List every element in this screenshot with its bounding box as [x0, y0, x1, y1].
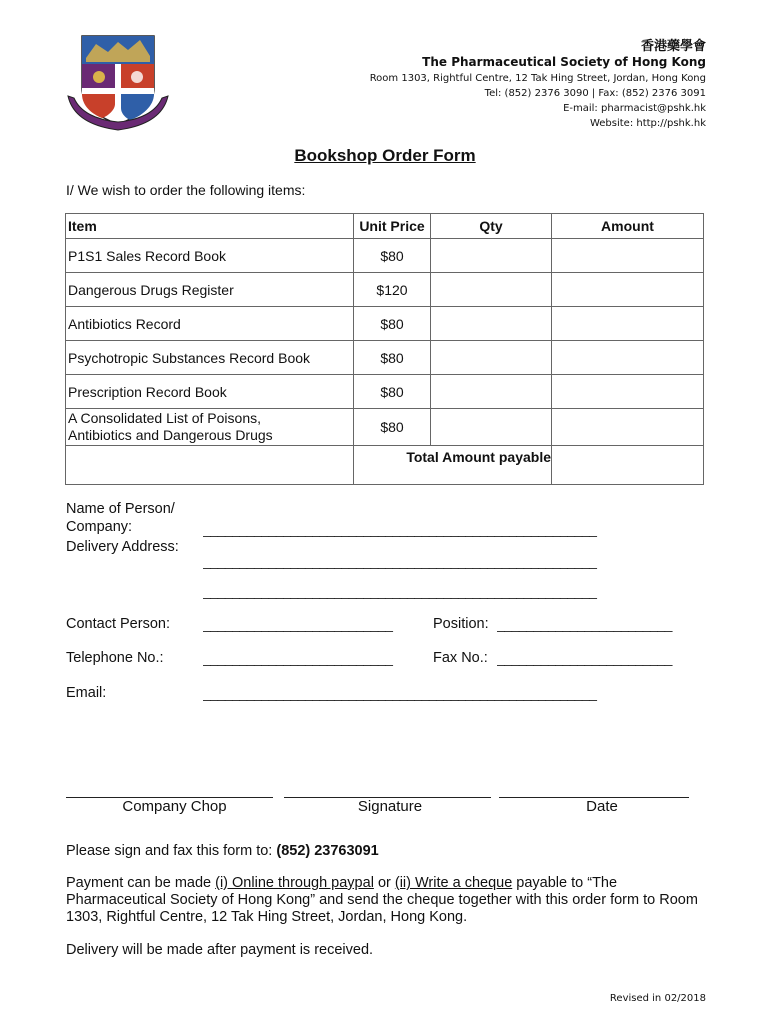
delivery-address-field-2[interactable]: ______________________________________________________ — [203, 583, 597, 599]
delivery-address-label: Delivery Address: — [66, 539, 179, 555]
header-qty: Qty — [431, 214, 552, 239]
amount-cell[interactable] — [552, 409, 704, 446]
qty-cell[interactable] — [431, 239, 552, 273]
item-price: $80 — [354, 307, 431, 341]
amount-cell[interactable] — [552, 307, 704, 341]
table-row — [66, 409, 704, 446]
table-row — [66, 341, 704, 375]
amount-cell[interactable] — [552, 375, 704, 409]
name-label-line1: Name of Person/ — [66, 501, 175, 517]
society-crest-logo — [66, 34, 170, 134]
org-website: Website: http://pshk.hk — [589, 118, 706, 129]
table-row — [66, 375, 704, 409]
payment-text-2: payable to “The Pharmaceutical Society of Hong Kong” and send the cheque together with this order form to Room 1303, Rightful Centre, 12 Tak Hing Street, Jordan, Hong Kong. — [66, 875, 698, 925]
item-name-line-1: A Consolidated List of Poisons, — [68, 410, 262, 426]
payment-or: or — [373, 875, 395, 891]
total-label: Total Amount payable — [354, 446, 552, 485]
fax-instruction — [66, 843, 716, 860]
item-name: P1S1 Sales Record Book — [66, 239, 354, 273]
revision-note: Revised in 02/2018 — [609, 993, 706, 1004]
header-amount: Amount — [552, 214, 704, 239]
telephone-label: Telephone No.: — [66, 650, 164, 666]
item-price: $80 — [354, 375, 431, 409]
fax-label: Fax No.: — [433, 650, 488, 666]
company-chop-label: Company Chop — [122, 798, 227, 815]
qty-cell[interactable] — [431, 375, 552, 409]
name-label-line2: Company: — [66, 519, 133, 535]
table-row — [66, 307, 704, 341]
email-label: Email: — [66, 685, 107, 701]
contact-person-label: Contact Person: — [66, 616, 170, 632]
table-row — [66, 239, 704, 273]
org-name: The Pharmaceutical Society of Hong Kong — [422, 55, 706, 69]
form-title: Bookshop Order Form — [294, 146, 476, 165]
amount-cell[interactable] — [552, 239, 704, 273]
org-tel-fax: Tel: (852) 2376 3090 | Fax: (852) 2376 3091 — [484, 88, 706, 99]
telephone-field[interactable]: __________________________ — [203, 650, 393, 666]
amount-cell[interactable] — [552, 341, 704, 375]
amount-cell[interactable] — [552, 273, 704, 307]
org-email: E-mail: pharmacist@pshk.hk — [563, 103, 706, 114]
qty-cell[interactable] — [431, 273, 552, 307]
total-spacer — [66, 446, 354, 485]
org-chinese-name: 香港藥學會 — [640, 39, 706, 54]
item-name: Psychotropic Substances Record Book — [66, 341, 354, 375]
header-item: Item — [66, 214, 354, 239]
item-name: Antibiotics Record — [66, 307, 354, 341]
item-price: $120 — [354, 273, 431, 307]
contact-person-field[interactable]: __________________________ — [203, 616, 393, 632]
form-intro: I/ We wish to order the following items: — [66, 182, 306, 198]
org-address: Room 1303, Rightful Centre, 12 Tak Hing Street, Jordan, Hong Kong — [369, 73, 706, 84]
item-price: $80 — [354, 239, 431, 273]
cheque-option-link[interactable]: (ii) Write a cheque — [394, 875, 513, 891]
delivery-note: Delivery will be made after payment is received. — [66, 942, 374, 958]
payment-text-1: Payment can be made — [66, 875, 216, 891]
name-field[interactable]: ______________________________________________________ — [203, 521, 597, 537]
qty-cell[interactable] — [431, 409, 552, 446]
total-amount-cell[interactable] — [552, 446, 704, 485]
fax-instruction-text: Please sign and fax this form to: — [66, 843, 277, 859]
qty-cell[interactable] — [431, 341, 552, 375]
item-name: Prescription Record Book — [66, 375, 354, 409]
item-price: $80 — [354, 409, 431, 446]
position-field[interactable]: ________________________ — [497, 616, 672, 632]
table-header-row — [66, 214, 704, 239]
fax-field[interactable]: ________________________ — [497, 650, 672, 666]
fax-number: (852) 23763091 — [276, 843, 379, 859]
paypal-option-link[interactable]: (i) Online through paypal — [215, 875, 374, 891]
qty-cell[interactable] — [431, 307, 552, 341]
header-unit-price: Unit Price — [354, 214, 431, 239]
delivery-address-field-1[interactable]: ______________________________________________________ — [203, 553, 597, 569]
item-price: $80 — [354, 341, 431, 375]
signature-label: Signature — [357, 798, 423, 815]
order-table — [65, 213, 704, 485]
item-name: Dangerous Drugs Register — [66, 273, 354, 307]
position-label: Position: — [433, 616, 489, 632]
total-row — [66, 446, 704, 485]
email-field[interactable]: ______________________________________________________ — [203, 685, 597, 701]
table-row — [66, 273, 704, 307]
item-name — [66, 409, 354, 446]
item-name-line-2: Antibiotics and Dangerous Drugs — [68, 427, 273, 443]
payment-instruction — [66, 875, 716, 926]
date-label: Date — [586, 798, 618, 815]
